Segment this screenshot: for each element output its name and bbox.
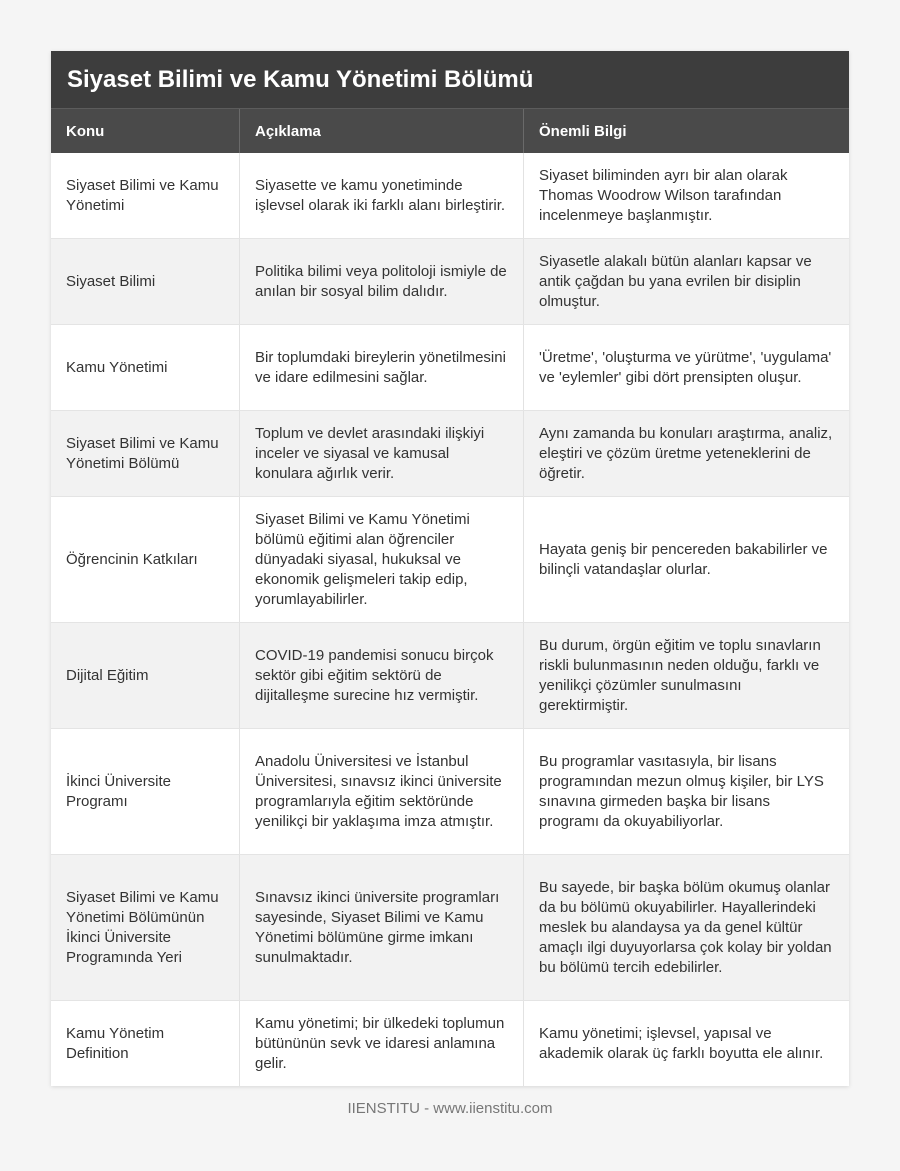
cell-onemli-bilgi: Hayata geniş bir pencereden bakabilirler ve bilinçli vatandaşlar olurlar.: [523, 497, 849, 622]
table-row: [51, 1000, 849, 1086]
cell-onemli-bilgi: Siyaset biliminden ayrı bir alan olarak Thomas Woodrow Wilson tarafından incelenmeye başlanmıştır.: [523, 153, 849, 238]
cell-konu: Kamu Yönetimi: [66, 358, 168, 376]
cell-aciklama: Kamu yönetimi; bir ülkedeki toplumun bütününün sevk ve idaresi anlamına gelir.: [239, 1001, 523, 1086]
cell-aciklama: Toplum ve devlet arasındaki ilişkiyi inceler ve siyasal ve kamusal konulara ağırlık verir.: [239, 411, 523, 496]
cell-konu: Kamu Yönetim Definition: [66, 1024, 165, 1062]
cell-onemli-bilgi: Bu sayede, bir başka bölüm okumuş olanlar da bu bölümü okuyabilirler. Hayallerindeki meslek bu alandaysa ya da genel kültür amaçlı ilgi duyuyorlarsa çok kolay bir yoldan bu bölümü tercih edebilirler.: [523, 855, 849, 1000]
cell-aciklama: Siyaset Bilimi ve Kamu Yönetimi bölümü eğitimi alan öğrenciler dünyadaki siyasal, hukuksal ve ekonomik gelişmeleri takip edip, yorumlayabilirler.: [239, 497, 523, 622]
header-konu: Konu: [66, 122, 105, 140]
cell-aciklama: Politika bilimi veya politoloji ismiyle de anılan bir sosyal bilim dalıdır.: [239, 239, 523, 324]
cell-konu: Siyaset Bilimi ve Kamu Yönetimi Bölümünün İkinci Üniversite Programında Yeri: [66, 888, 219, 966]
table-row: [51, 238, 849, 324]
cell-aciklama: Bir toplumdaki bireylerin yönetilmesini ve idare edilmesini sağlar.: [239, 325, 523, 410]
footer-credit: IIENSTITU - www.iienstitu.com: [347, 1100, 553, 1117]
cell-onemli-bilgi: Aynı zamanda bu konuları araştırma, analiz, eleştiri ve çözüm üretme yeteneklerini de öğretir.: [523, 411, 849, 496]
cell-konu: Siyaset Bilimi: [66, 272, 156, 290]
cell-konu: Siyaset Bilimi ve Kamu Yönetimi Bölümü: [66, 434, 219, 472]
cell-onemli-bilgi: Bu programlar vasıtasıyla, bir lisans programından mezun olmuş kişiler, bir LYS sınavına girmeden başka bir lisans programı da okuyabiliyorlar.: [523, 729, 849, 854]
table-row: [51, 622, 849, 728]
cell-aciklama: Anadolu Üniversitesi ve İstanbul Üniversitesi, sınavsız ikinci üniversite programlarıyla eğitim sektöründe yenilikçi bir yaklaşıma imza atmıştır.: [239, 729, 523, 854]
table-title: Siyaset Bilimi ve Kamu Yönetimi Bölümü: [51, 51, 849, 108]
table-header-row: [51, 108, 849, 153]
cell-konu: Dijital Eğitim: [66, 666, 149, 684]
cell-konu: Öğrencinin Katkıları: [66, 550, 198, 568]
table-row: [51, 324, 849, 410]
cell-aciklama: Sınavsız ikinci üniversite programları sayesinde, Siyaset Bilimi ve Kamu Yönetimi bölümüne girme imkanı sunulmaktadır.: [239, 855, 523, 1000]
table-row: [51, 854, 849, 1000]
cell-aciklama: COVID-19 pandemisi sonucu birçok sektör gibi eğitim sektörü de dijitalleşme surecine hız vermiştir.: [239, 623, 523, 728]
cell-aciklama: Siyasette ve kamu yonetiminde işlevsel olarak iki farklı alanı birleştirir.: [239, 153, 523, 238]
table-row: [51, 153, 849, 238]
info-table: [51, 51, 849, 1086]
header-onemli-bilgi: Önemli Bilgi: [523, 109, 849, 153]
table-row: [51, 728, 849, 854]
table-row: [51, 496, 849, 622]
cell-onemli-bilgi: Bu durum, örgün eğitim ve toplu sınavların riskli bulunmasının neden olduğu, farklı ve yenilikçi çözümler sunulmasını gerektirmiştir.: [523, 623, 849, 728]
cell-onemli-bilgi: Kamu yönetimi; işlevsel, yapısal ve akademik olarak üç farklı boyutta ele alınır.: [523, 1001, 849, 1086]
cell-onemli-bilgi: 'Üretme', 'oluşturma ve yürütme', 'uygulama' ve 'eylemler' gibi dört prensipten oluşur.: [523, 325, 849, 410]
table-row: [51, 410, 849, 496]
cell-konu: Siyaset Bilimi ve Kamu Yönetimi: [66, 176, 219, 214]
cell-konu: İkinci Üniversite Programı: [66, 772, 172, 810]
cell-onemli-bilgi: Siyasetle alakalı bütün alanları kapsar ve antik çağdan bu yana evrilen bir disiplin olmuştur.: [523, 239, 849, 324]
header-aciklama: Açıklama: [239, 109, 523, 153]
